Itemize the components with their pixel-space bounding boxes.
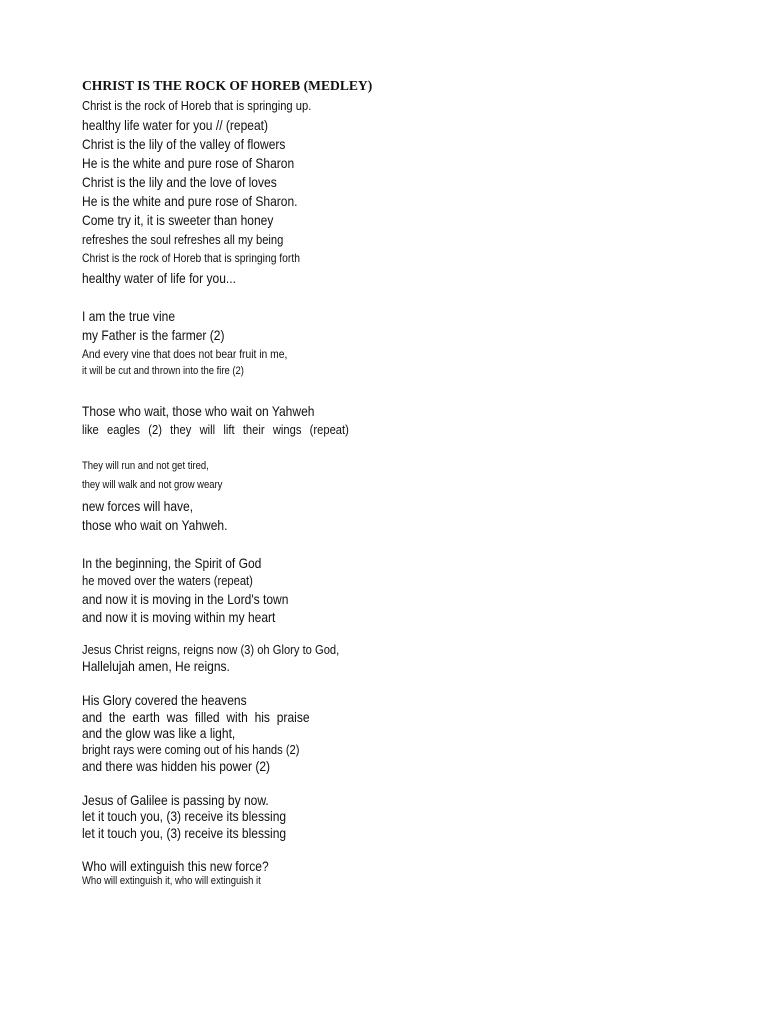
lyric-line: and the glow was like a light, bbox=[82, 725, 236, 741]
lyric-line: Christ is the lily of the valley of flowers bbox=[82, 136, 286, 152]
lyric-line: They will run and not get tired, bbox=[82, 460, 209, 472]
lyric-line: Christ is the rock of Horeb that is springing forth bbox=[82, 251, 300, 265]
lyric-line: let it touch you, (3) receive its blessing bbox=[82, 825, 287, 841]
lyric-line: Who will extinguish it, who will extinguish it bbox=[82, 875, 261, 887]
lyric-line: Those who wait, those who wait on Yahweh bbox=[82, 403, 315, 419]
lyric-line: He is the white and pure rose of Sharon. bbox=[82, 193, 298, 209]
lyric-line: Christ is the lily and the love of loves bbox=[82, 174, 277, 190]
lyric-line: He is the white and pure rose of Sharon bbox=[82, 155, 295, 171]
lyric-line: let it touch you, (3) receive its blessing bbox=[82, 808, 287, 824]
lyric-line: and there was hidden his power (2) bbox=[82, 758, 271, 774]
lyric-line: new forces will have, bbox=[82, 498, 194, 514]
lyric-line: and the earth was filled with his praise bbox=[82, 709, 310, 725]
lyric-line: and now it is moving within my heart bbox=[82, 609, 276, 625]
lyric-line: Christ is the rock of Horeb that is springing up. bbox=[82, 98, 312, 113]
lyric-line: In the beginning, the Spirit of God bbox=[82, 555, 262, 571]
lyric-line: they will walk and not grow weary bbox=[82, 479, 223, 491]
lyric-line: it will be cut and thrown into the fire (2) bbox=[82, 365, 244, 377]
lyric-line: Jesus of Galilee is passing by now. bbox=[82, 792, 269, 808]
lyric-line: and now it is moving in the Lord's town bbox=[82, 591, 289, 607]
lyric-line: Come try it, it is sweeter than honey bbox=[82, 212, 274, 228]
lyric-line: healthy water of life for you... bbox=[82, 270, 236, 286]
lyric-line: Hallelujah amen, He reigns. bbox=[82, 658, 230, 674]
lyric-line: I am the true vine bbox=[82, 308, 176, 324]
lyric-line: Who will extinguish this new force? bbox=[82, 858, 269, 874]
lyric-line: those who wait on Yahweh. bbox=[82, 517, 228, 533]
lyric-line: like eagles (2) they will lift their wings (repeat) bbox=[82, 422, 349, 437]
song-title: CHRIST IS THE ROCK OF HOREB (MEDLEY) bbox=[82, 79, 373, 94]
lyric-line: refreshes the soul refreshes all my being bbox=[82, 232, 284, 247]
lyric-line: Jesus Christ reigns, reigns now (3) oh Glory to God, bbox=[82, 642, 340, 657]
lyric-line: And every vine that does not bear fruit in me, bbox=[82, 347, 288, 361]
lyric-line: healthy life water for you // (repeat) bbox=[82, 117, 269, 133]
lyric-line: His Glory covered the heavens bbox=[82, 692, 247, 708]
lyric-line: he moved over the waters (repeat) bbox=[82, 573, 253, 588]
lyric-line: bright rays were coming out of his hands (2) bbox=[82, 742, 300, 757]
lyric-line: my Father is the farmer (2) bbox=[82, 327, 225, 343]
